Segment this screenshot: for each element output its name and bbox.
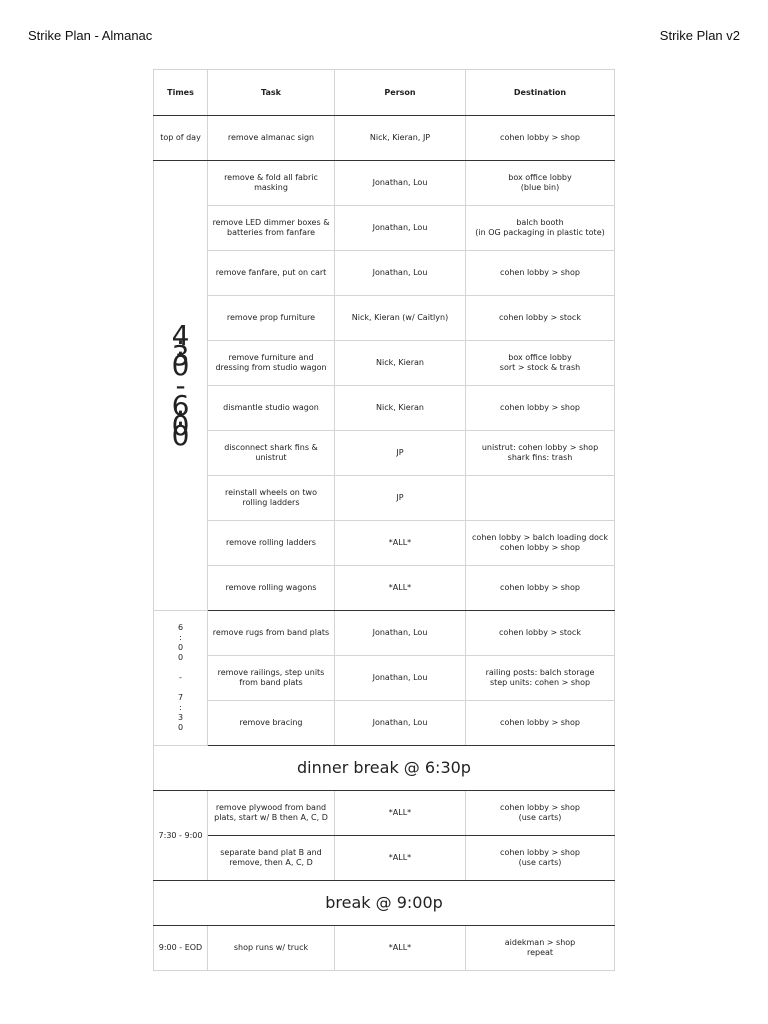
destination-cell: cohen lobby > shop (466, 116, 615, 161)
person-cell: Jonathan, Lou (335, 701, 466, 746)
task-cell: remove almanac sign (208, 116, 335, 161)
table-row (154, 926, 615, 971)
table-row (154, 611, 615, 656)
time-cell-large: 4 : 3 0 - 6 : 0 0 (154, 161, 208, 611)
person-cell: JP (335, 431, 466, 476)
table-row (154, 566, 615, 611)
person-cell: Jonathan, Lou (335, 251, 466, 296)
person-cell: *ALL* (335, 521, 466, 566)
task-cell: disconnect shark fins & unistrut (208, 431, 335, 476)
table-row (154, 251, 615, 296)
document-title: Strike Plan - Almanac (28, 28, 153, 43)
task-cell: remove & fold all fabric masking (208, 161, 335, 206)
task-cell: remove railings, step units from band plats (208, 656, 335, 701)
task-cell: separate band plat B and remove, then A, C, D (208, 836, 335, 881)
task-cell: remove rugs from band plats (208, 611, 335, 656)
destination-cell: cohen lobby > shop (466, 251, 615, 296)
destination-cell: cohen lobby > balch loading dock cohen lobby > shop (466, 521, 615, 566)
table-row (154, 701, 615, 746)
destination-cell: unistrut: cohen lobby > shop shark fins: trash (466, 431, 615, 476)
person-cell: JP (335, 476, 466, 521)
table-row (154, 386, 615, 431)
table-row (154, 476, 615, 521)
time-cell-vertical: 6 : 0 0 - 7 : 3 0 (154, 611, 208, 746)
person-cell: *ALL* (335, 836, 466, 881)
table-row (154, 161, 615, 206)
task-cell: shop runs w/ truck (208, 926, 335, 971)
break-row (154, 746, 615, 791)
strike-plan-table (153, 69, 615, 971)
person-cell: Nick, Kieran, JP (335, 116, 466, 161)
destination-cell: cohen lobby > stock (466, 296, 615, 341)
table-row (154, 116, 615, 161)
task-cell: reinstall wheels on two rolling ladders (208, 476, 335, 521)
task-cell: remove bracing (208, 701, 335, 746)
person-cell: Jonathan, Lou (335, 206, 466, 251)
destination-cell: cohen lobby > shop (466, 701, 615, 746)
table-row (154, 656, 615, 701)
person-cell: Jonathan, Lou (335, 611, 466, 656)
column-header-person: Person (335, 70, 466, 116)
task-cell: remove rolling wagons (208, 566, 335, 611)
table-row (154, 431, 615, 476)
break-row (154, 881, 615, 926)
destination-cell: cohen lobby > shop (466, 566, 615, 611)
document-version: Strike Plan v2 (659, 28, 740, 43)
destination-cell: railing posts: balch storage step units: cohen > shop (466, 656, 615, 701)
table-row (154, 341, 615, 386)
time-cell: 9:00 - EOD (154, 926, 208, 971)
destination-cell: box office lobby (blue bin) (466, 161, 615, 206)
task-cell: remove prop furniture (208, 296, 335, 341)
time-cell: 7:30 - 9:00 (154, 791, 208, 881)
column-header-times: Times (154, 70, 208, 116)
table-row (154, 296, 615, 341)
destination-cell (466, 476, 615, 521)
destination-cell: box office lobby sort > stock & trash (466, 341, 615, 386)
table-row (154, 836, 615, 881)
table-row (154, 791, 615, 836)
destination-cell: cohen lobby > shop (466, 386, 615, 431)
table-row (154, 521, 615, 566)
person-cell: *ALL* (335, 791, 466, 836)
task-cell: remove furniture and dressing from studio wagon (208, 341, 335, 386)
break-label: break @ 9:00p (154, 881, 615, 926)
task-cell: remove LED dimmer boxes & batteries from fanfare (208, 206, 335, 251)
task-cell: remove plywood from band plats, start w/ B then A, C, D (208, 791, 335, 836)
time-cell: top of day (154, 116, 208, 161)
person-cell: *ALL* (335, 926, 466, 971)
destination-cell: aidekman > shop repeat (466, 926, 615, 971)
person-cell: Nick, Kieran (335, 341, 466, 386)
person-cell: Jonathan, Lou (335, 161, 466, 206)
destination-cell: cohen lobby > stock (466, 611, 615, 656)
table-header-row (154, 70, 615, 116)
person-cell: Nick, Kieran (w/ Caitlyn) (335, 296, 466, 341)
destination-cell: cohen lobby > shop (use carts) (466, 836, 615, 881)
person-cell: *ALL* (335, 566, 466, 611)
destination-cell: cohen lobby > shop (use carts) (466, 791, 615, 836)
dinner-break-label: dinner break @ 6:30p (154, 746, 615, 791)
destination-cell: balch booth (in OG packaging in plastic tote) (466, 206, 615, 251)
task-cell: remove fanfare, put on cart (208, 251, 335, 296)
column-header-task: Task (208, 70, 335, 116)
table-row (154, 206, 615, 251)
person-cell: Jonathan, Lou (335, 656, 466, 701)
task-cell: remove rolling ladders (208, 521, 335, 566)
person-cell: Nick, Kieran (335, 386, 466, 431)
column-header-destination: Destination (466, 70, 615, 116)
task-cell: dismantle studio wagon (208, 386, 335, 431)
